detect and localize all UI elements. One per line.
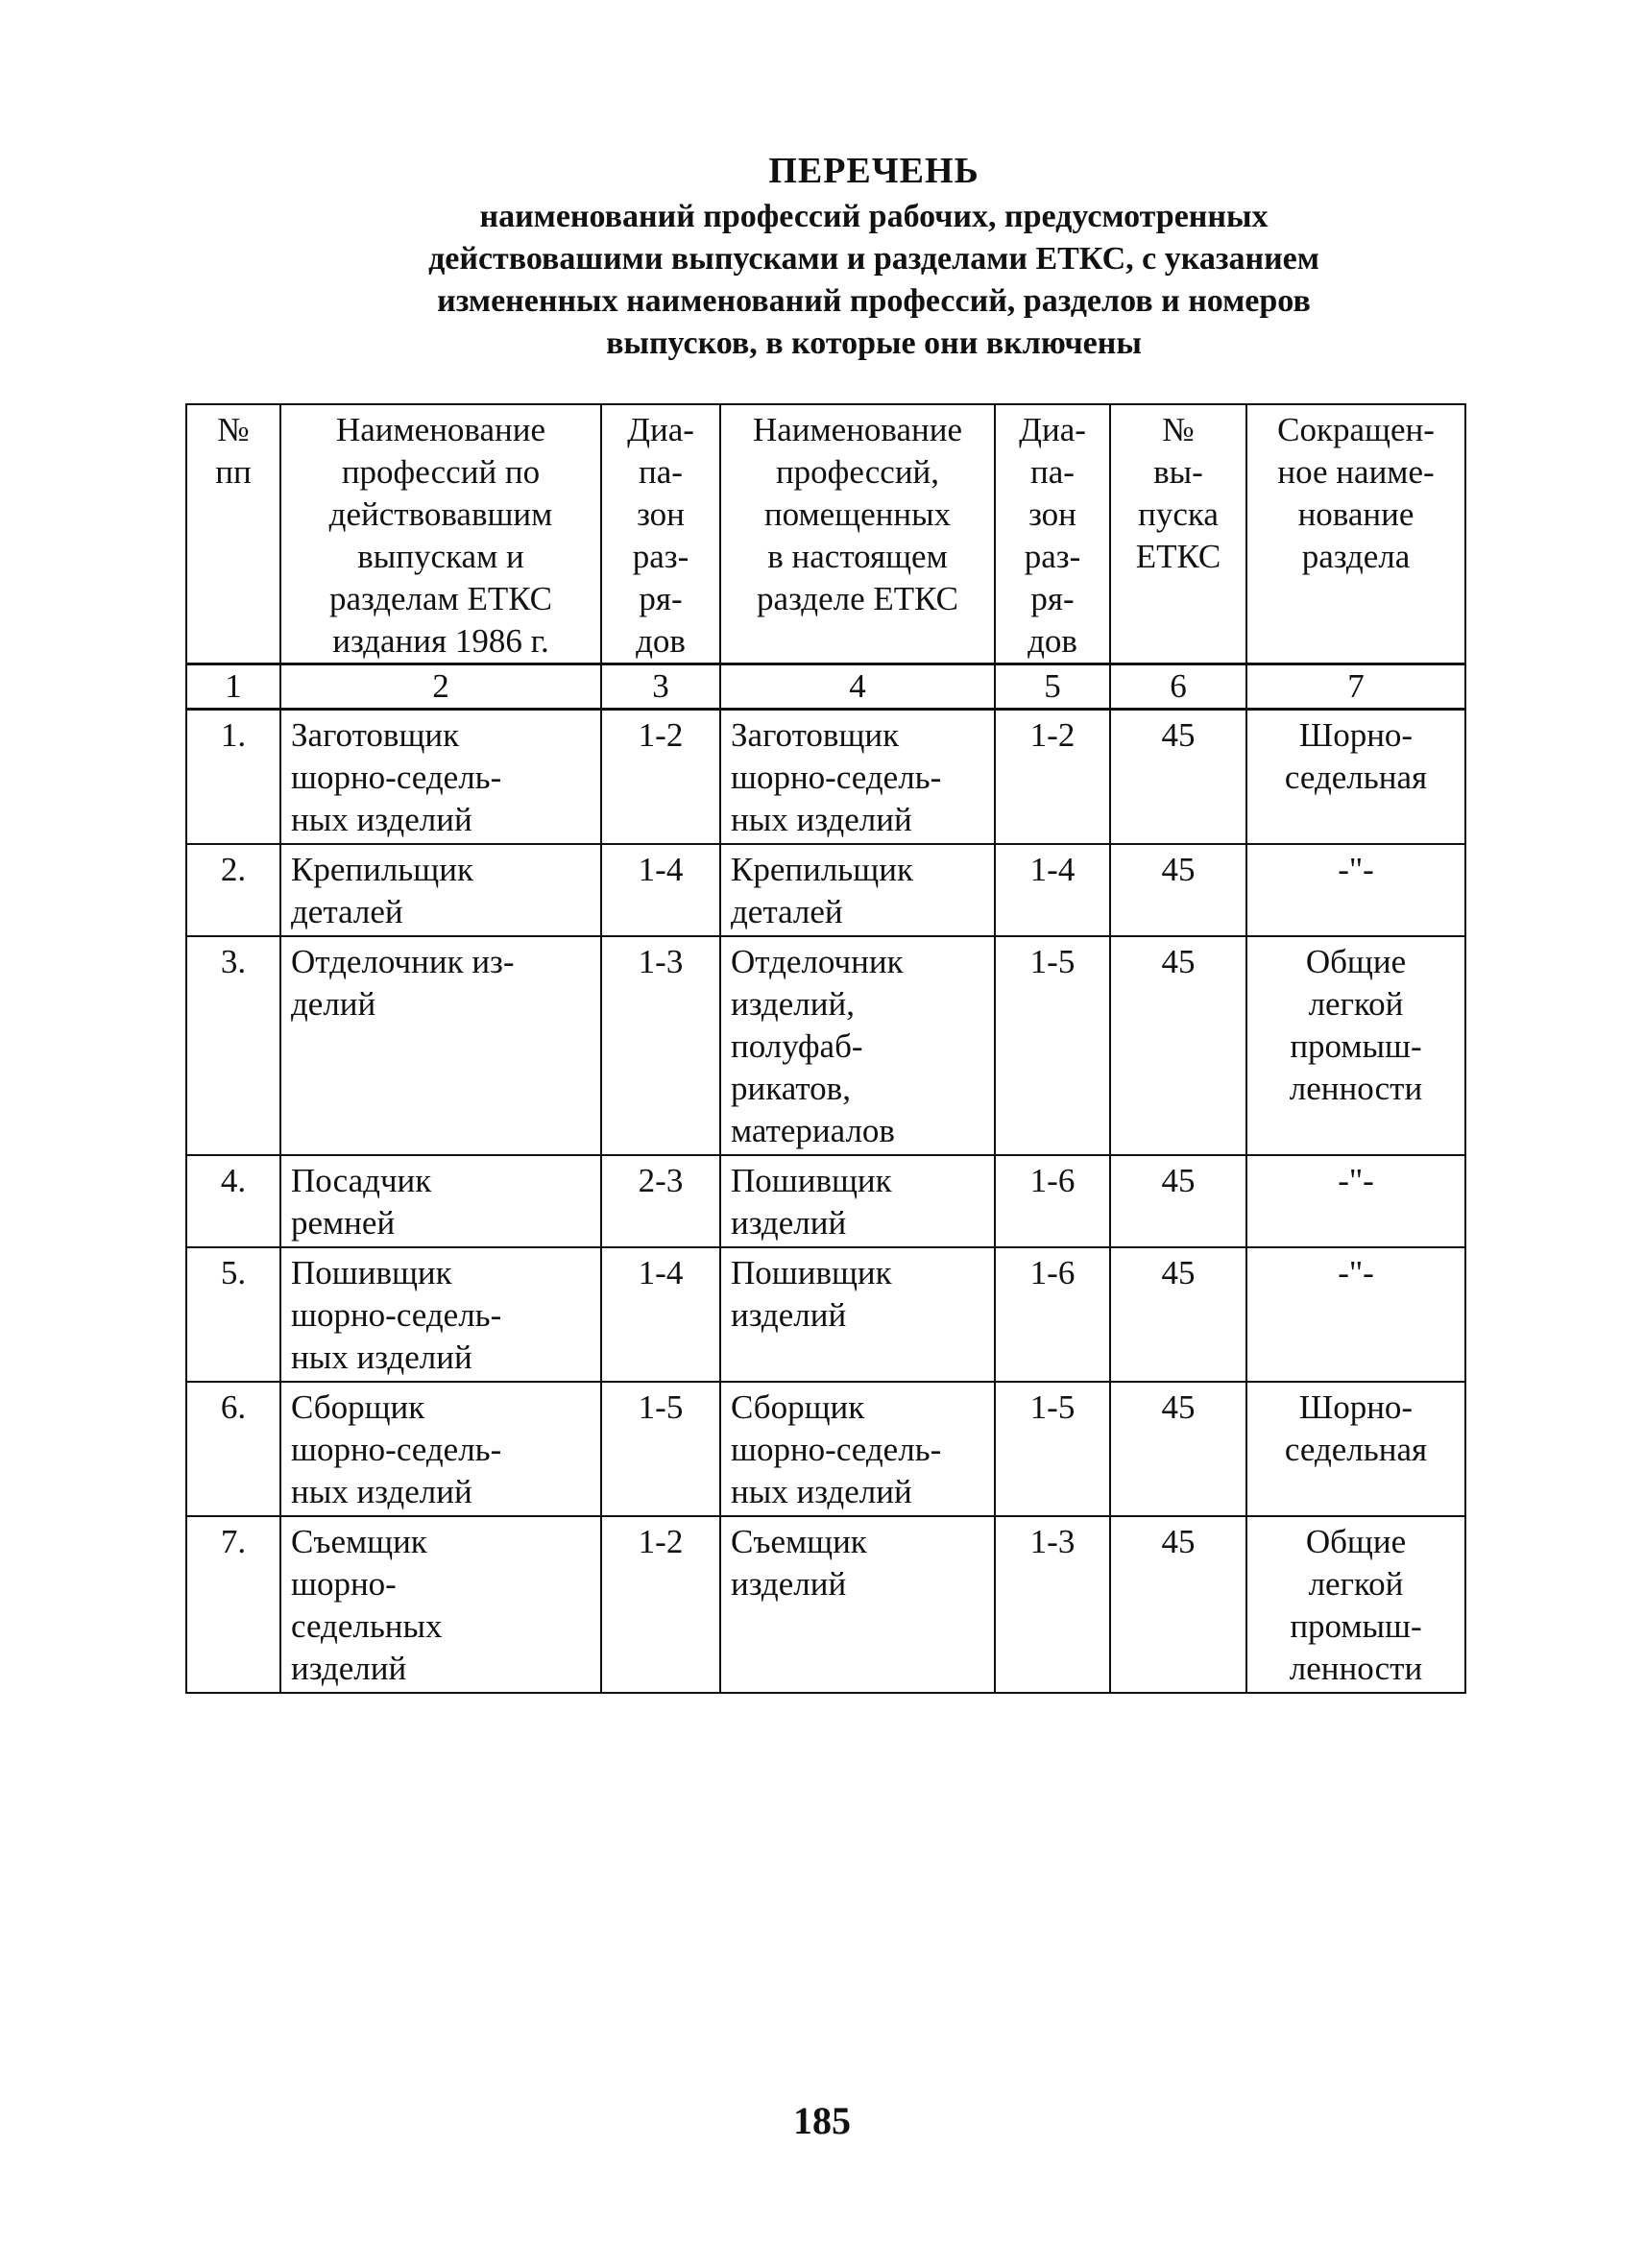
old-grade-range: 2-3 [601, 1155, 720, 1247]
row-number: 5. [186, 1247, 280, 1382]
row-number: 3. [186, 936, 280, 1155]
issue-number: 45 [1110, 936, 1246, 1155]
section-name: -"- [1246, 1155, 1465, 1247]
new-profession-name: Отделочник изделий, полуфаб- рикатов, материалов [720, 936, 995, 1155]
row-number: 6. [186, 1382, 280, 1516]
old-grade-range: 1-4 [601, 1247, 720, 1382]
new-grade-range: 1-4 [995, 844, 1110, 936]
old-profession-name: Крепильщик деталей [280, 844, 601, 936]
old-profession-name: Посадчик ремней [280, 1155, 601, 1247]
new-grade-range: 1-5 [995, 1382, 1110, 1516]
issue-number: 45 [1110, 844, 1246, 936]
new-profession-name: Пошивщик изделий [720, 1155, 995, 1247]
table-row [186, 936, 1465, 1155]
table-row [186, 1155, 1465, 1247]
section-name: Общие легкой промыш- ленности [1246, 936, 1465, 1155]
header-new-profession: Наименование профессий, помещенных в настоящем разделе ЕТКС [720, 404, 995, 664]
new-profession-name: Сборщик шорно-седель- ных изделий [720, 1382, 995, 1516]
old-grade-range: 1-2 [601, 1516, 720, 1693]
section-name: Общие легкой промыш- ленности [1246, 1516, 1465, 1693]
table-row [186, 1516, 1465, 1693]
new-profession-name: Крепильщик деталей [720, 844, 995, 936]
old-grade-range: 1-4 [601, 844, 720, 936]
new-grade-range: 1-6 [995, 1155, 1110, 1247]
document-subtitle: наименований профессий рабочих, предусмотренных действовашими выпусками и разделами ЕТКС, с указанием измененных наименований профессий, разделов и номеров выпусков, в которые они включены [428, 199, 1319, 361]
professions-table [185, 403, 1466, 1694]
table-row [186, 710, 1465, 845]
header-new-range: Диа- па- зон раз- ря- дов [995, 404, 1110, 664]
header-old-profession: Наименование профессий по действовавшим выпускам и разделам ЕТКС издания 1986 г. [280, 404, 601, 664]
column-number: 6 [1110, 664, 1246, 710]
old-grade-range: 1-3 [601, 936, 720, 1155]
old-profession-name: Заготовщик шорно-седель- ных изделий [280, 710, 601, 845]
old-grade-range: 1-2 [601, 710, 720, 845]
section-name: Шорно- седельная [1246, 1382, 1465, 1516]
section-name: Шорно- седельная [1246, 710, 1465, 845]
old-grade-range: 1-5 [601, 1382, 720, 1516]
column-number: 7 [1246, 664, 1465, 710]
old-profession-name: Отделочник из- делий [280, 936, 601, 1155]
table-row [186, 1382, 1465, 1516]
old-profession-name: Съемщик шорно- седельных изделий [280, 1516, 601, 1693]
issue-number: 45 [1110, 710, 1246, 845]
new-profession-name: Пошивщик изделий [720, 1247, 995, 1382]
issue-number: 45 [1110, 1382, 1246, 1516]
section-name: -"- [1246, 844, 1465, 936]
column-number: 1 [186, 664, 280, 710]
column-number: 3 [601, 664, 720, 710]
column-number-row [186, 664, 1465, 710]
column-number: 2 [280, 664, 601, 710]
column-number: 4 [720, 664, 995, 710]
header-section: Сокращен- ное наиме- нование раздела [1246, 404, 1465, 664]
header-issue: № вы- пуска ЕТКС [1110, 404, 1246, 664]
row-number: 4. [186, 1155, 280, 1247]
issue-number: 45 [1110, 1516, 1246, 1693]
new-profession-name: Заготовщик шорно-седель- ных изделий [720, 710, 995, 845]
new-grade-range: 1-2 [995, 710, 1110, 845]
issue-number: 45 [1110, 1247, 1246, 1382]
new-grade-range: 1-3 [995, 1516, 1110, 1693]
document-title: ПЕРЕЧЕНЬ [768, 151, 979, 191]
new-profession-name: Съемщик изделий [720, 1516, 995, 1693]
row-number: 2. [186, 844, 280, 936]
table-row [186, 844, 1465, 936]
table-header-row [186, 404, 1465, 664]
new-grade-range: 1-6 [995, 1247, 1110, 1382]
page-number: 185 [793, 2099, 851, 2142]
old-profession-name: Пошивщик шорно-седель- ных изделий [280, 1247, 601, 1382]
header-number: № пп [186, 404, 280, 664]
column-number: 5 [995, 664, 1110, 710]
old-profession-name: Сборщик шорно-седель- ных изделий [280, 1382, 601, 1516]
document-heading [288, 146, 1460, 365]
header-old-range: Диа- па- зон раз- ря- дов [601, 404, 720, 664]
row-number: 1. [186, 710, 280, 845]
issue-number: 45 [1110, 1155, 1246, 1247]
row-number: 7. [186, 1516, 280, 1693]
table-row [186, 1247, 1465, 1382]
new-grade-range: 1-5 [995, 936, 1110, 1155]
section-name: -"- [1246, 1247, 1465, 1382]
